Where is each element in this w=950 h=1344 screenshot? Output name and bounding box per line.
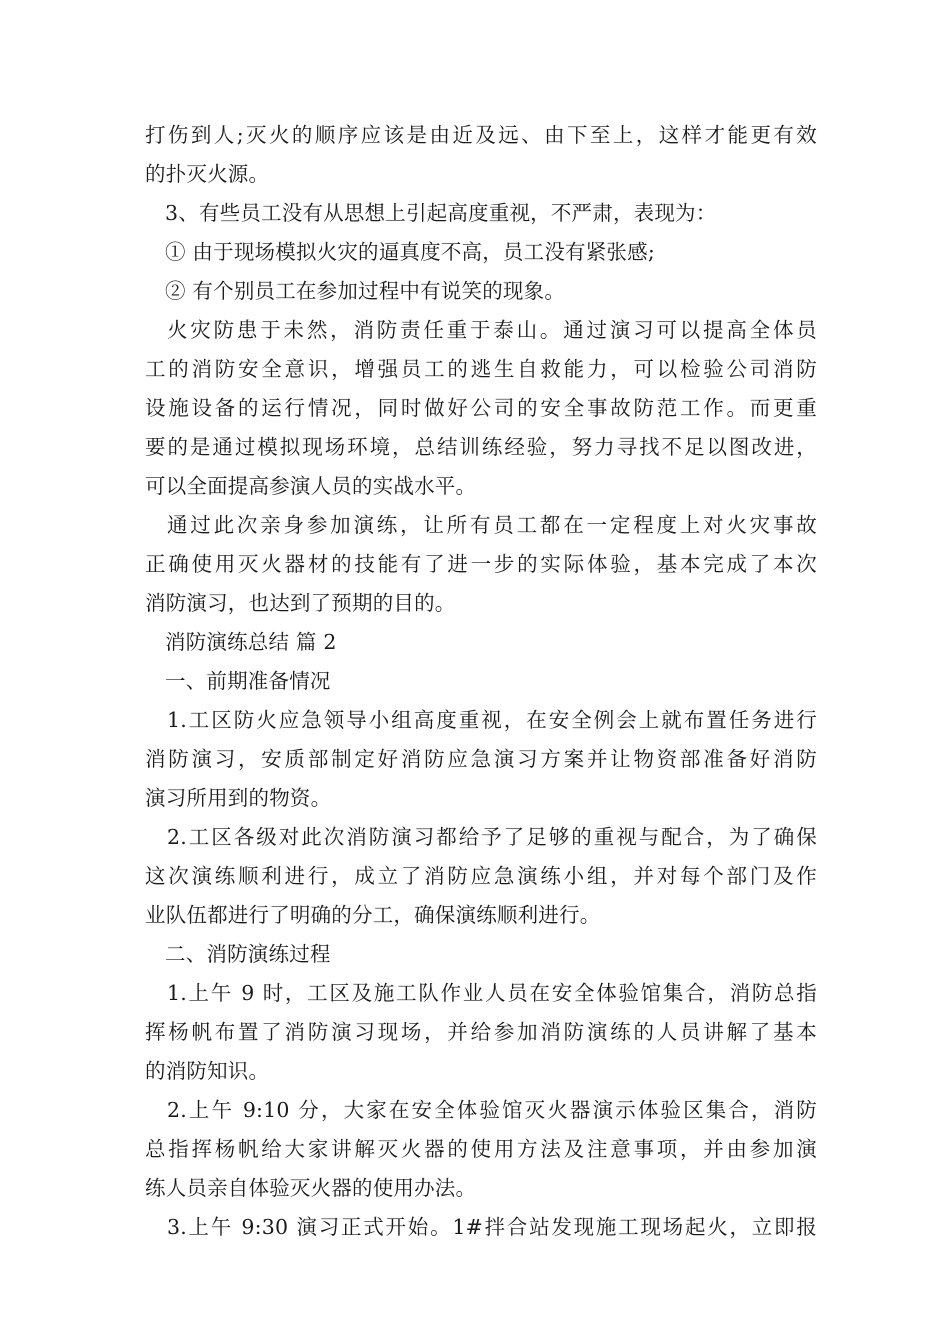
text-line: 演习所用到的物资。 <box>145 786 332 810</box>
text-line: 总指挥杨帆给大家讲解灭火器的使用方法及注意事项，并由参加演 <box>145 1137 817 1161</box>
text-line: 的消防知识。 <box>145 1059 270 1083</box>
paragraph-first-line: 1.工区防火应急领导小组高度重视，在安全例会上就布置任务进行 <box>167 708 817 732</box>
text-line: 要的是通过模拟现场环境，总结训练经验，努力寻找不足以图改进， <box>145 435 817 459</box>
paragraph-first-line: 2.上午 9:10 分，大家在安全体验馆灭火器演示体验区集合，消防 <box>167 1098 817 1122</box>
text-line: 设施设备的运行情况，同时做好公司的安全事故防范工作。而更重 <box>145 396 817 420</box>
text-line: 工的消防安全意识，增强员工的逃生自救能力，可以检验公司消防 <box>145 357 817 381</box>
document-body <box>145 116 817 1247</box>
list-item: ① 由于现场模拟火灾的逼真度不高，员工没有紧张感; <box>165 240 655 264</box>
text-line: 的扑灭火源。 <box>145 162 270 186</box>
text-line: 可以全面提高参演人员的实战水平。 <box>145 474 477 498</box>
section-heading: 一、前期准备情况 <box>165 669 331 693</box>
paragraph-first-line: 火灾防患于未然，消防责任重于泰山。通过演习可以提高全体员 <box>167 318 817 342</box>
text-line: 消防演习，也达到了预期的目的。 <box>145 591 456 615</box>
section-heading: 消防演练总结 篇 2 <box>165 630 337 654</box>
paragraph-first-line: 2.工区各级对此次消防演习都给予了足够的重视与配合，为了确保 <box>167 825 817 849</box>
text-line: 消防演习，安质部制定好消防应急演习方案并让物资部准备好消防 <box>145 747 817 771</box>
text-line: 挥杨帆布置了消防演习现场，并给参加消防演练的人员讲解了基本 <box>145 1020 817 1044</box>
text-line: 业队伍都进行了明确的分工，确保演练顺利进行。 <box>145 903 601 927</box>
section-heading: 二、消防演练过程 <box>165 942 331 966</box>
paragraph-first-line: 1.上午 9 时，工区及施工队作业人员在安全体验馆集合，消防总指 <box>167 981 817 1005</box>
paragraph-first-line: 通过此次亲身参加演练，让所有员工都在一定程度上对火灾事故 <box>167 513 817 537</box>
text-line: 打伤到人;灭火的顺序应该是由近及远、由下至上，这样才能更有效 <box>145 123 817 147</box>
paragraph-first-line: 3.上午 9:30 演习正式开始。1#拌合站发现施工现场起火，立即报 <box>167 1215 817 1239</box>
list-item: 3、有些员工没有从思想上引起高度重视，不严肃，表现为： <box>165 201 717 225</box>
text-line: 正确使用灭火器材的技能有了进一步的实际体验，基本完成了本次 <box>145 552 817 576</box>
text-line: 这次演练顺利进行，成立了消防应急演练小组，并对每个部门及作 <box>145 864 817 888</box>
text-line: 练人员亲自体验灭火器的使用办法。 <box>145 1176 477 1200</box>
list-item: ② 有个别员工在参加过程中有说笑的现象。 <box>165 279 566 303</box>
